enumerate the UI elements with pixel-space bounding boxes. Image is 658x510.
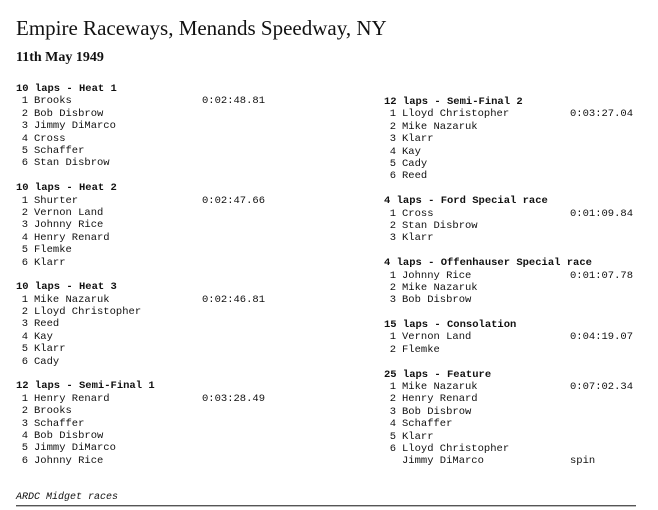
result-row [384,270,654,282]
result-row [16,95,336,107]
race-heading: 25 laps - Feature [384,368,492,381]
race-time: 0:02:46.81 [202,293,266,306]
driver-name: Lloyd Christopher [34,306,142,319]
result-row [16,195,336,207]
result-row [384,381,654,393]
finish-position: 2 [389,219,396,232]
finish-position: 5 [389,157,396,170]
result-row [16,294,336,306]
result-row [384,282,654,294]
finish-position: 1 [389,269,396,282]
race-time: spin [570,455,596,468]
results-column-right [384,96,654,480]
driver-name: Johnny Rice [402,269,472,282]
driver-name: Cady [402,157,428,170]
race-heading: 4 laps - Ford Special race [384,195,548,208]
finish-position: 1 [389,331,396,344]
event-date: 11th May 1949 [16,50,104,65]
finish-position: 5 [21,442,28,455]
finish-position: 2 [21,107,28,120]
finish-position: 5 [21,343,28,356]
finish-position: 2 [21,405,28,418]
result-row [16,306,336,318]
result-row [384,331,654,343]
finish-position: 1 [21,194,28,207]
race-time: 0:01:07.78 [570,269,634,282]
result-row [384,418,654,430]
race-block [384,319,654,356]
race-heading: 15 laps - Consolation [384,319,517,332]
driver-name: Cross [34,132,66,145]
result-row [16,405,336,417]
finish-position: 4 [389,418,396,431]
finish-position: 4 [389,145,396,158]
driver-name: Lloyd Christopher [402,443,510,456]
finish-position: 6 [389,443,396,456]
driver-name: Flemke [34,244,72,257]
finish-position: 5 [21,144,28,157]
finish-position: 4 [21,430,28,442]
result-row [16,120,336,132]
result-row [16,207,336,219]
result-row [16,331,336,343]
driver-name: Klarr [402,232,434,245]
finish-position: 6 [21,157,28,170]
driver-name: Bob Disbrow [34,430,104,442]
driver-name: Jimmy DiMarco [34,120,116,133]
result-row [16,219,336,231]
result-row [384,121,654,133]
driver-name: Schaffer [34,144,85,157]
result-row [16,318,336,330]
driver-name: Jimmy DiMarco [402,455,484,468]
race-block [16,182,336,269]
result-row [16,145,336,157]
driver-name: Cross [402,207,434,220]
result-row [16,232,336,244]
finish-position: 3 [21,120,28,133]
race-time: 0:04:19.07 [570,331,634,344]
page-title: Empire Raceways, Menands Speedway, NY [16,16,387,40]
race-heading: 12 laps - Semi-Final 1 [16,380,155,393]
race-block [384,369,654,468]
finish-position: 3 [21,219,28,232]
finish-position: 1 [21,95,28,108]
result-row [16,343,336,355]
driver-name: Stan Disbrow [34,157,110,170]
finish-position: 2 [21,306,28,319]
finish-position: 2 [389,281,396,294]
finish-position: 1 [389,108,396,121]
driver-name: Flemke [402,343,440,356]
driver-name: Schaffer [402,418,453,431]
finish-position: 2 [21,206,28,219]
race-time: 0:07:02.34 [570,381,634,394]
result-row [384,146,654,158]
driver-name: Schaffer [34,417,85,430]
result-row [384,443,654,455]
finish-position: 4 [21,330,28,343]
finish-position: 1 [389,381,396,394]
race-time: 0:03:27.04 [570,108,634,121]
driver-name: Henry Renard [402,393,478,406]
result-row [384,455,654,467]
finish-position: 6 [389,170,396,183]
result-row [16,393,336,405]
finish-position: 1 [21,392,28,405]
finish-position: 6 [21,355,28,368]
finish-position: 1 [389,207,396,220]
race-block [384,96,654,183]
race-time: 0:01:09.84 [570,207,634,220]
driver-name: Bob Disbrow [402,405,472,418]
result-row [16,133,336,145]
finish-position: 3 [389,133,396,146]
result-row [384,133,654,145]
result-row [16,157,336,169]
driver-name: Reed [402,170,428,183]
finish-position: 5 [21,244,28,257]
result-row [384,108,654,120]
race-heading: 12 laps - Semi-Final 2 [384,96,523,108]
result-row [384,393,654,405]
race-block [16,83,336,170]
finish-position: 2 [389,343,396,356]
finish-position: 6 [21,454,28,467]
race-block [16,281,336,368]
finish-position: 3 [21,318,28,331]
finish-position: 2 [389,393,396,406]
driver-name: Mike Nazaruk [402,381,478,394]
finish-position: 1 [21,293,28,306]
race-block [384,257,654,307]
result-row [384,220,654,232]
driver-name: Vernon Land [34,206,104,219]
footer-divider [16,505,636,507]
result-row [384,406,654,418]
race-heading: 10 laps - Heat 1 [16,83,117,95]
driver-name: Mike Nazaruk [34,293,110,306]
finish-position: 6 [21,256,28,269]
driver-name: Brooks [34,95,72,108]
result-row [384,431,654,443]
driver-name: Stan Disbrow [402,219,478,232]
driver-name: Reed [34,318,60,331]
race-heading: 10 laps - Heat 2 [16,182,117,195]
race-time: 0:02:47.66 [202,194,266,207]
page-footer: ARDC Midget races [16,492,119,503]
driver-name: Klarr [402,133,434,146]
driver-name: Jimmy DiMarco [34,442,116,455]
result-row [16,356,336,368]
driver-name: Klarr [402,430,434,443]
driver-name: Mike Nazaruk [402,120,478,133]
race-time: 0:03:28.49 [202,392,266,405]
driver-name: Cady [34,355,60,368]
driver-name: Klarr [34,343,66,356]
driver-name: Henry Renard [34,392,110,405]
result-row [16,430,336,442]
driver-name: Brooks [34,405,72,418]
finish-position: 4 [21,132,28,145]
driver-name: Kay [402,145,421,158]
results-column-left [16,83,336,480]
driver-name: Mike Nazaruk [402,281,478,294]
race-block [16,380,336,467]
driver-name: Kay [34,330,53,343]
driver-name: Johnny Rice [34,454,104,467]
race-time: 0:02:48.81 [202,95,266,108]
result-row [16,442,336,454]
result-row [16,455,336,467]
driver-name: Johnny Rice [34,219,104,232]
driver-name: Henry Renard [34,231,110,244]
finish-position: 3 [389,405,396,418]
finish-position: 3 [389,294,396,307]
driver-name: Vernon Land [402,331,472,344]
result-row [384,170,654,182]
finish-position: 2 [389,120,396,133]
finish-position: 5 [389,430,396,443]
driver-name: Lloyd Christopher [402,108,510,121]
driver-name: Bob Disbrow [34,107,104,120]
result-row [384,294,654,306]
race-block [384,195,654,245]
driver-name: Klarr [34,256,66,269]
result-row [16,418,336,430]
result-row [384,344,654,356]
driver-name: Shurter [34,194,79,207]
result-row [16,244,336,256]
finish-position: 4 [21,231,28,244]
result-row [384,158,654,170]
result-row [16,108,336,120]
race-heading: 10 laps - Heat 3 [16,281,117,294]
result-row [384,232,654,244]
finish-position: 3 [389,232,396,245]
finish-position: 3 [21,417,28,430]
result-row [16,257,336,269]
race-heading: 4 laps - Offenhauser Special race [384,257,592,270]
result-row [384,208,654,220]
driver-name: Bob Disbrow [402,294,472,307]
